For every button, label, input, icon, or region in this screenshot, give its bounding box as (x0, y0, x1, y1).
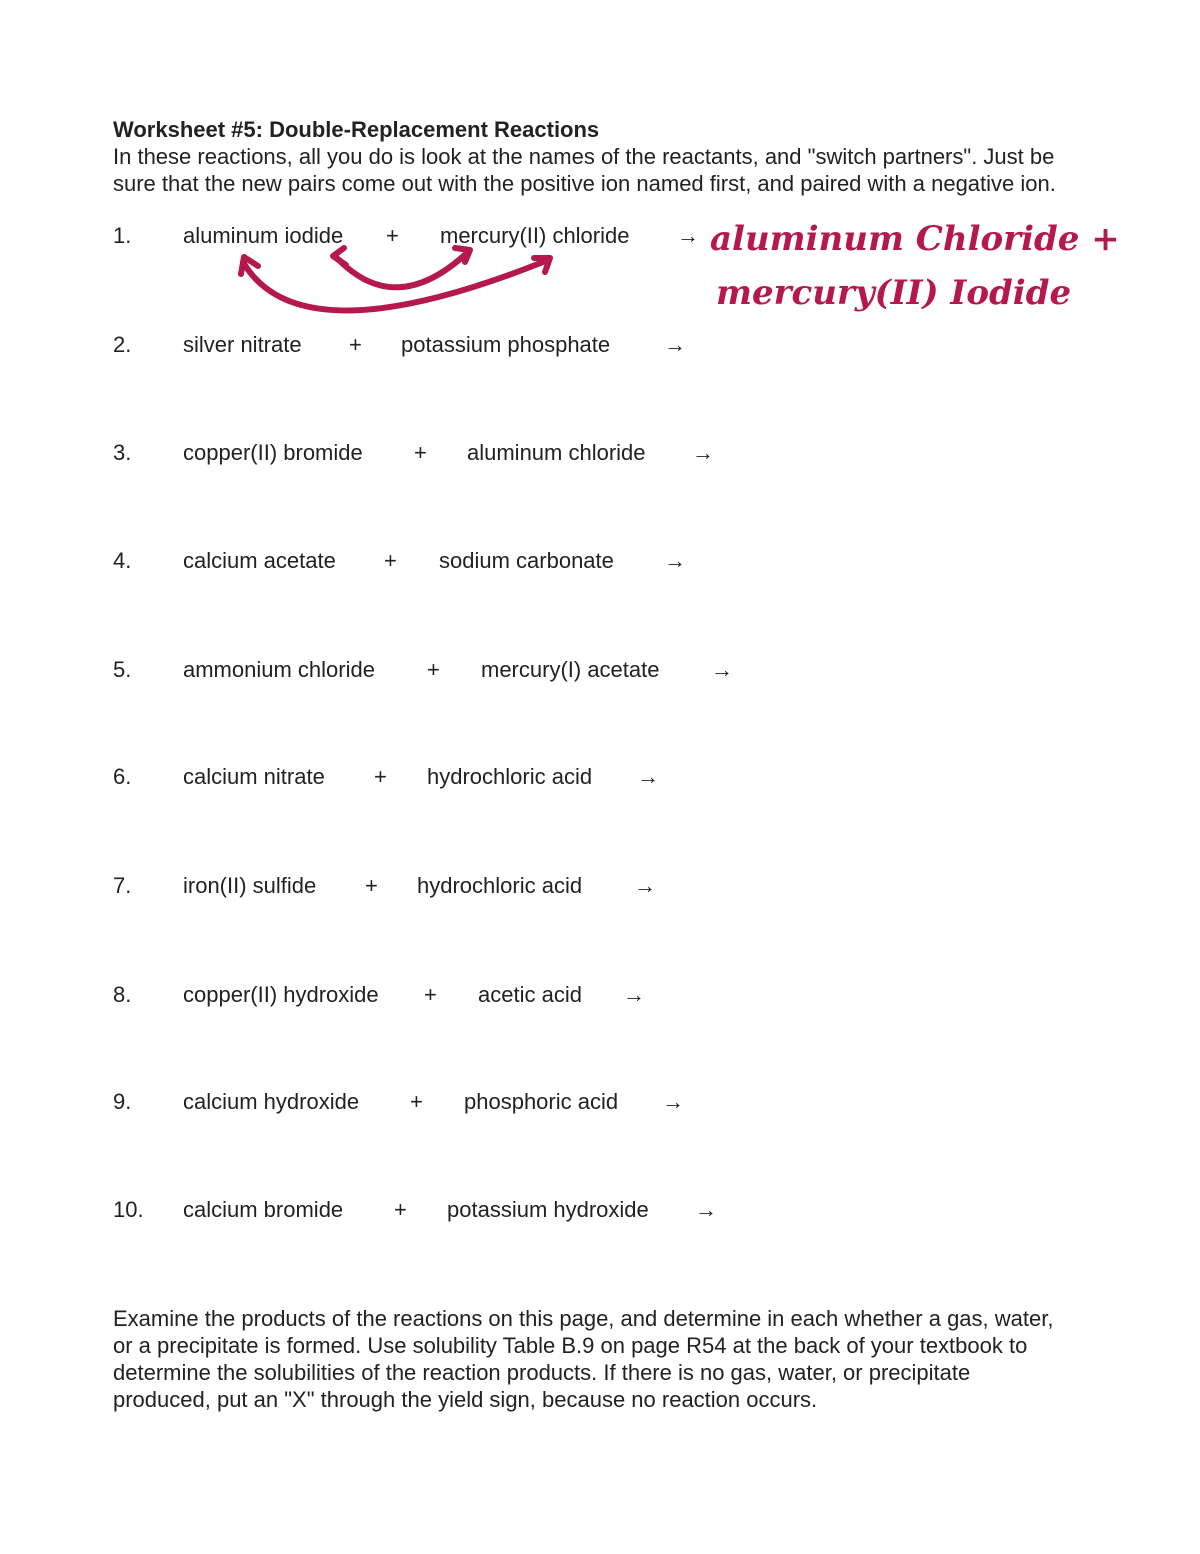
problem-number: 8. (113, 982, 132, 1007)
reactant-2: hydrochloric acid (417, 873, 583, 898)
yield-arrow: → (634, 873, 656, 898)
reactant-2: mercury(I) acetate (481, 657, 660, 682)
reactant-2: aluminum chloride (467, 440, 646, 465)
reactant-2: phosphoric acid (464, 1089, 619, 1114)
plus-sign: + (427, 657, 440, 682)
plus-sign: + (384, 548, 397, 573)
reactant-1: copper(II) hydroxide (183, 982, 379, 1007)
reactant-2: potassium hydroxide (447, 1197, 649, 1222)
reactant-2: sodium carbonate (439, 548, 614, 573)
reactant-1: copper(II) bromide (183, 440, 363, 465)
reactant-1: calcium acetate (183, 548, 336, 573)
reactant-2: potassium phosphate (401, 332, 611, 357)
problem-number: 4. (113, 548, 132, 573)
problem-number: 1. (113, 223, 132, 248)
worksheet-title: Worksheet #5: Double-Replacement Reactions (113, 117, 600, 142)
reactant-1: iron(II) sulfide (183, 873, 317, 898)
reactant-2: hydrochloric acid (427, 764, 593, 789)
yield-arrow: → (692, 440, 714, 465)
reactant-2: acetic acid (478, 982, 582, 1007)
problem-number: 3. (113, 440, 132, 465)
yield-arrow: → (637, 764, 659, 789)
yield-arrow: → (677, 223, 699, 248)
plus-sign: + (424, 982, 437, 1007)
reactant-1: calcium bromide (183, 1197, 344, 1222)
yield-arrow: → (711, 657, 733, 682)
problem-number: 5. (113, 657, 132, 682)
plus-sign: + (414, 440, 427, 465)
problem-number: 7. (113, 873, 132, 898)
problem-number: 9. (113, 1089, 132, 1114)
plus-sign: + (386, 223, 399, 248)
problem-number: 10. (113, 1197, 144, 1222)
plus-sign: + (394, 1197, 407, 1222)
problem-number: 6. (113, 764, 132, 789)
reactant-1: calcium hydroxide (183, 1089, 360, 1114)
reactant-1: calcium nitrate (183, 764, 325, 789)
yield-arrow: → (695, 1197, 717, 1222)
yield-arrow: → (662, 1089, 684, 1114)
plus-sign: + (410, 1089, 423, 1114)
plus-sign: + (349, 332, 362, 357)
reactant-1: silver nitrate (183, 332, 302, 357)
closing-instructions: Examine the products of the reactions on this page, and determine in each whether a gas, water, or a precipitate is formed. Use solubility Table B.9 on page R54 at the back of your textbook to determine the solubilities of the reaction products. If there is no gas, water, or precipitate produced, put an "X" through the yield sign, because no reaction occurs. (113, 1306, 1054, 1412)
problem-number: 2. (113, 332, 132, 357)
reactant-1: ammonium chloride (183, 657, 375, 682)
instructions-paragraph: In these reactions, all you do is look at the names of the reactants, and "switch partners". Just be sure that the new pairs come out with the positive ion named first, and paired with a negative ion. (113, 144, 1056, 196)
yield-arrow: → (664, 332, 686, 357)
yield-arrow: → (623, 982, 645, 1007)
reactant-1: aluminum iodide (183, 223, 344, 248)
swap-arrow-inner (336, 252, 468, 287)
reactant-2: mercury(II) chloride (440, 223, 630, 248)
plus-sign: + (365, 873, 378, 898)
plus-sign: + (374, 764, 387, 789)
handwritten-answer-line-1: aluminum Chloride + (710, 219, 1120, 259)
yield-arrow: → (664, 548, 686, 573)
handwritten-answer-line-2: mercury(II) Iodide (716, 273, 1072, 313)
